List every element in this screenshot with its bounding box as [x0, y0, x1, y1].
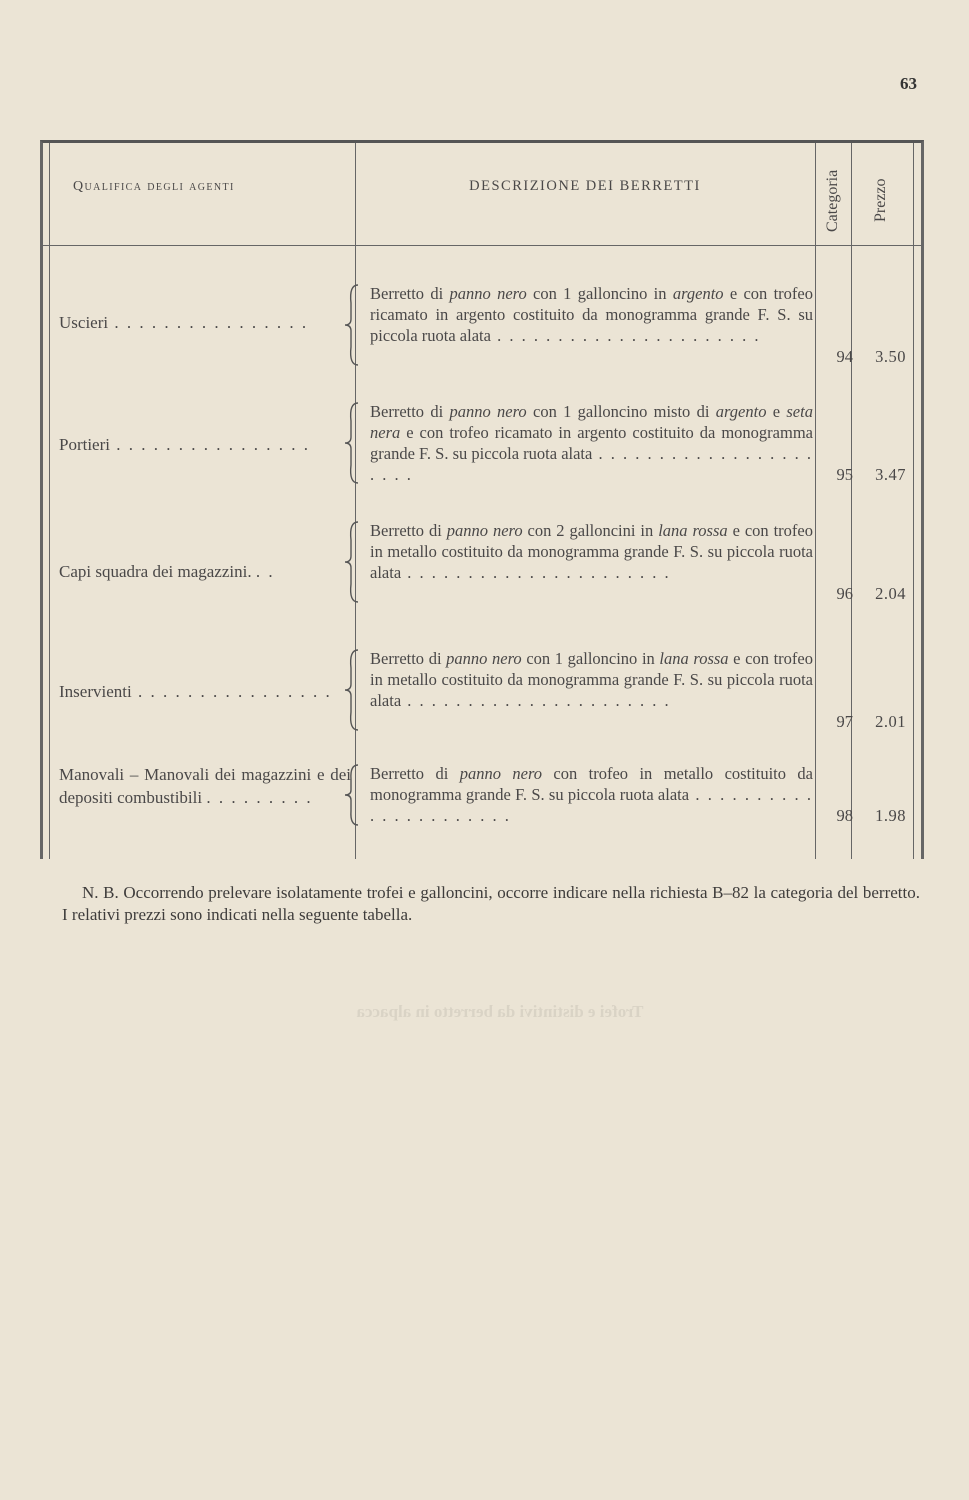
- description-italic-run: argento: [672, 284, 724, 303]
- header-categoria: Categoria: [824, 169, 841, 232]
- description-italic-run: lana rossa: [658, 521, 728, 540]
- column-divider: [851, 143, 852, 859]
- brace: [343, 283, 361, 367]
- description-text-run: e con trofeo ricamato in argento costituito da monogramma grande F. S. su piccola ruota alata . . .: [370, 284, 813, 345]
- description-text-run: Berretto di: [370, 402, 450, 421]
- table-row: [43, 763, 921, 843]
- brace: [343, 763, 361, 827]
- description-cell: [370, 520, 813, 604]
- categoria-cell: 96: [836, 584, 853, 603]
- description-italic-run: argento: [715, 402, 767, 421]
- description-italic-run: panno nero: [446, 649, 522, 668]
- description-text-run: Berretto di: [370, 284, 450, 303]
- description-italic-run: panno nero: [459, 764, 543, 783]
- header-prezzo: Prezzo: [872, 178, 889, 223]
- qualifica-cell: Inservienti . . .: [59, 680, 351, 703]
- prezzo-cell: 3.50: [875, 347, 906, 366]
- description-text-run: con 1 galloncino misto di: [526, 402, 716, 421]
- qualifica-cell: Portieri . . .: [59, 433, 351, 456]
- description-text-run: e con trofeo ricamato in argento costituito da monogramma grande F. S. su piccola ruota alata . . .: [370, 423, 813, 484]
- description-text-run: con trofeo in metallo costituito da monogramma grande F. S. su piccola ruota alata . . .: [370, 764, 813, 825]
- berretti-table: [40, 140, 924, 859]
- description-italic-run: panno nero: [446, 521, 523, 540]
- footnote: N. B. Occorrendo prelevare isolatamente trofei e galloncini, occorre indicare nella richiesta B–82 la categoria del berretto. I relativi prezzi sono indicati nella seguente tabella.: [62, 883, 920, 924]
- description-text-run: e: [766, 402, 787, 421]
- qualifica-cell: Capi squadra dei magazzini. . .: [59, 562, 275, 581]
- table-row: [43, 520, 921, 620]
- description-italic-run: panno nero: [449, 284, 527, 303]
- prezzo-cell: 1.98: [875, 806, 906, 825]
- table-inner-right-border: [913, 143, 914, 859]
- column-divider: [355, 143, 356, 859]
- description-cell: [370, 763, 813, 826]
- brace: [343, 520, 361, 604]
- page-number: 63: [900, 74, 917, 93]
- description-italic-run: seta nera: [370, 402, 813, 442]
- description-text-run: e con trofeo in metallo costituito da monogramma grande F. S. su piccola ruota alata . . .: [370, 649, 813, 710]
- brace: [343, 401, 361, 485]
- table-row: [43, 401, 921, 501]
- prezzo-cell: 2.04: [875, 584, 906, 603]
- categoria-cell: 95: [836, 465, 853, 484]
- table-inner-left-border: [49, 143, 50, 859]
- description-cell: [370, 401, 813, 485]
- description-text-run: Berretto di: [370, 649, 447, 668]
- description-text-run: con 1 galloncino in: [526, 284, 673, 303]
- description-cell: [370, 648, 813, 732]
- table-row: [43, 648, 921, 748]
- prezzo-cell: 3.47: [875, 465, 906, 484]
- categoria-cell: 94: [836, 347, 853, 366]
- description-cell: [370, 283, 813, 367]
- header-divider: [43, 245, 921, 246]
- description-text-run: con 1 galloncino in: [521, 649, 660, 668]
- categoria-cell: 98: [836, 806, 853, 825]
- prezzo-cell: 2.01: [875, 712, 906, 731]
- brace: [343, 648, 361, 732]
- header-qualifica: Qualifica degli agenti: [73, 179, 235, 194]
- categoria-cell: 97: [836, 712, 853, 731]
- qualifica-cell: Manovali – Manovali dei magazzini e dei depositi combustibili . . . . . . . . .: [59, 765, 351, 807]
- bleed-through-text: Trofei e distintivi da berretto in alpacca: [356, 1002, 644, 1021]
- description-italic-run: panno nero: [449, 402, 527, 421]
- description-text-run: Berretto di: [370, 764, 460, 783]
- column-divider: [815, 143, 816, 859]
- description-text-run: Berretto di: [370, 521, 447, 540]
- table-row: [43, 283, 921, 383]
- header-descrizione: DESCRIZIONE DEI BERRETTI: [469, 178, 701, 194]
- description-text-run: e con trofeo in metallo costituito da monogramma grande F. S. su piccola ruota alata . . .: [370, 521, 813, 582]
- description-text-run: con 2 galloncini in: [522, 521, 659, 540]
- qualifica-cell: Uscieri . . .: [59, 311, 351, 334]
- description-italic-run: lana rossa: [659, 649, 729, 668]
